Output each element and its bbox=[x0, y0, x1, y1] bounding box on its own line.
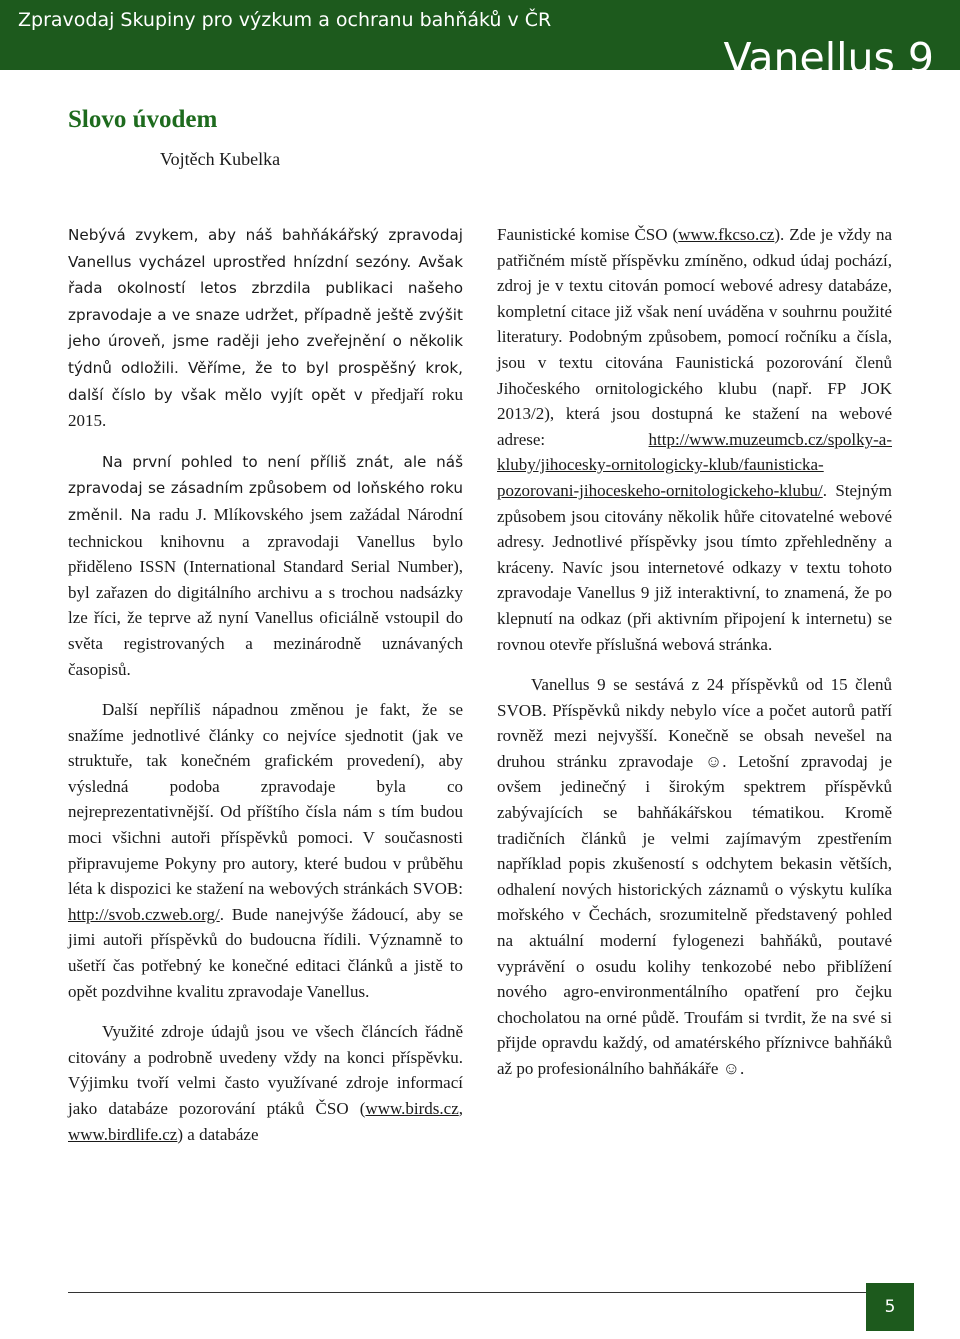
muzeumcb-link[interactable]: http://www.muzeumcb.cz/spolky-a-kluby/jihocesky-ornitologicky-klub/faunisticka-pozorovani-jihoceskeho-ornitologickeho-klubu/ bbox=[497, 429, 892, 500]
footer-divider bbox=[68, 1292, 892, 1293]
paragraph: Další nepříliš nápadnou změnou je fakt, že se snažíme jednotlivé články co nejvíce sjednotit (jak ve struktuře, tak konečném grafickém provedení), aby výsledná podoba zpravodaje byla co nejreprezentativnější. Od příštího čísla nám s tím budou moci všichni autoři příspěvků pomoci. V současnosti připravujeme Pokyny pro autory, které budou v průběhu léta k dispozici ke stažení na webových stránkách SVOB: http://svob.czweb.org/. Bude nanejvýše žádoucí, aby se jimi autoři příspěvků do budoucna řídili. Významně to ušetří čas potřebný ke konečné editaci článků a jistě to opět pozdvihne kvalitu zpravodaje Vanellus. bbox=[68, 700, 463, 1001]
paragraph: Využité zdroje údajů jsou ve všech článcích řádně citovány a podrobně uvedeny vždy na konci příspěvku. Výjimku tvoří velmi často využívané zdroje informací jako databáze pozorování ptáků ČSO (www.birds.cz, www.birdlife.cz) a databáze bbox=[68, 1022, 463, 1144]
paragraph: Vanellus 9 se sestává z 24 příspěvků od 15 členů SVOB. Příspěvků nikdy nebylo více a počet autorů patří rovněž mezi nejvyšší. Konečně se obsah nevešel na druhou stránku zpravodaje ☺. Letošní zpravodaj je ovšem jedinečný i širokým spektrem příspěvků zabývajících se bahňákářskou tématikou. Kromě tradičních článků je velmi zajímavým zpestřením například popis zkušeností s odchytem bekasin větších, odhalení nových historických záznamů o výskytu kulíka mořského v Čechách, srozumitelně představený pohled na aktuální moderní fylogenezi bahňáků, poutavé vyprávění o osudu kolihy tenkozobé nebo přiblížení nového agro-environmentálního opatření pro čejku chocholatou na orné půdě. Troufám si tvrdit, že na své si přijde opravdu každý, od amatérského příznivce bahňáků až po profesionálního bahňákáře ☺. bbox=[497, 675, 892, 1078]
left-column bbox=[68, 222, 463, 1147]
birds-link[interactable]: www.birds.cz bbox=[365, 1099, 459, 1118]
issue-title: Vanellus 9 bbox=[723, 34, 934, 82]
paragraph: Na první pohled to není příliš znát, ale náš zpravodaj se zásadním způsobem od loňského roku změnil. Na radu J. Mlíkovského jsem zažádal Národní technickou knihovnu a zpravodaji Vanellus bylo přiděleno ISSN (International Standard Serial Number), byl zařazen do digitálního archivu a s trochou nadsázky lze říci, že teprve až nyní Vanellus oficiálně vstoupil do světa registrovaných a mezinárodně uznávaných časopisů. bbox=[68, 452, 463, 679]
page-number: 5 bbox=[866, 1283, 914, 1331]
article-author: Vojtěch Kubelka bbox=[160, 149, 281, 169]
birdlife-link[interactable]: www.birdlife.cz bbox=[68, 1124, 178, 1144]
right-column bbox=[497, 222, 892, 1082]
fkcso-link[interactable]: www.fkcso.cz bbox=[678, 225, 775, 244]
paragraph: Faunistické komise ČSO (www.fkcso.cz). Zde je vždy na patřičném místě příspěvku zmíněno, odkud údaj pochází, zdroj je v textu citován pomocí webové adresy databáze, kompletní citace již však není uváděna v souhrnu použité literatury. Podobným způsobem, pomocí ročníku a čísla, jsou v textu citována Faunistická pozorování členů Jihočeského ornitologického klubu (např. FP JOK 2013/2), která jsou dostupná ke stažení na webové adrese: http://www.muzeumcb.cz/spolky-a-kluby/jihocesky-ornitologicky-klub/faunisticka-pozorovani-jihoceskeho-ornitologickeho-klubu/. Stejným způsobem jsou citovány několik hůře citovatelné webové adresy. Jednotlivé příspěvky jsou tímto zpřehledněny a kráceny. Navíc jsou internetové odkazy v textu tohoto zpravodaje Vanellus 9 již interaktivní, to znamená, že po klepnutí na odkaz (při aktivním připojení k internetu) se rovnou otevře příslušná webová stránka. bbox=[497, 225, 893, 654]
article-title: Slovo úvodem bbox=[68, 106, 218, 133]
header-banner bbox=[0, 0, 960, 82]
paragraph: Nebývá zvykem, aby náš bahňákářský zpravodaj Vanellus vycházel uprostřed hnízdní sezóny. Avšak řada okolností letos zbrzdila publikaci našeho zpravodaje a ve snaze udržet, případně ještě zvýšit jeho úroveň, jsme raději jeho zveřejnění o několik týdnů odložili. Věříme, že to byl prospěšný krok, další číslo by však mělo vyjít opět v předjaří roku 2015. bbox=[68, 226, 463, 431]
newsletter-title: Zpravodaj Skupiny pro výzkum a ochranu bahňáků v ČR bbox=[18, 9, 552, 31]
svob-link[interactable]: http://svob.czweb.org/ bbox=[68, 904, 220, 924]
